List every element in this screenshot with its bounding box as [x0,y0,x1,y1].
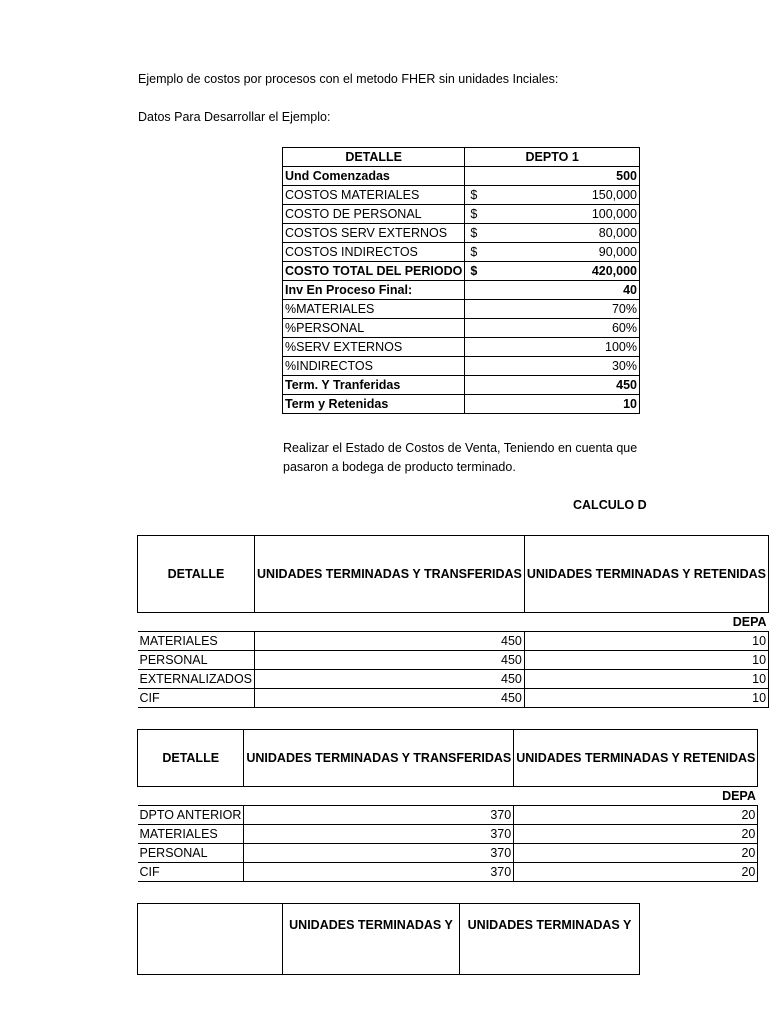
header-transferred: UNIDADES TERMINADAS Y TRANSFERIDAS [244,730,514,787]
currency-symbol: $ [470,188,478,202]
department-row [138,613,769,632]
row-value-cell [465,205,640,224]
data-table-row [283,167,640,186]
header-retained: UNIDADES TERMINADAS Y [460,904,640,975]
transferred-units: 450 [255,670,525,689]
row-value: 60% [611,321,637,335]
row-label: EXTERNALIZADOS [138,670,255,689]
row-label: PERSONAL [138,651,255,670]
header-detalle: DETALLE [138,536,255,613]
department-spacer [138,787,244,806]
department-label: DEPA [514,787,758,806]
row-label: %MATERIALES [283,300,465,319]
row-value: 420,000 [591,264,637,278]
currency-symbol: $ [470,264,478,278]
units-table-row [138,651,769,670]
units-table-header [138,730,758,787]
transferred-units: 370 [244,806,514,825]
currency-symbol: $ [470,245,478,259]
example-title: Ejemplo de costos por procesos con el metodo FHER sin unidades Inciales: [138,72,559,86]
retained-units: 10 [524,689,768,708]
transferred-units: 450 [255,632,525,651]
row-label: MATERIALES [138,632,255,651]
data-table-row [283,300,640,319]
row-value: 150,000 [591,188,637,202]
row-value: 100% [605,340,637,354]
data-table-row [283,395,640,414]
row-value: 40 [623,283,637,297]
retained-units: 20 [514,825,758,844]
row-value-cell [465,357,640,376]
row-value-cell [465,167,640,186]
row-label: Term. Y Tranferidas [283,376,465,395]
units-table-header [138,904,640,975]
row-value-cell [465,376,640,395]
row-label: MATERIALES [138,825,244,844]
row-value-cell [465,338,640,357]
row-value: 70% [611,302,637,316]
units-table-header [138,536,769,613]
data-subtitle: Datos Para Desarrollar el Ejemplo: [138,110,331,124]
row-value: 10 [623,397,637,411]
row-label: %INDIRECTOS [283,357,465,376]
transferred-units: 370 [244,863,514,882]
row-value-cell [465,243,640,262]
row-label: Und Comenzadas [283,167,465,186]
data-table-row [283,319,640,338]
row-label: DPTO ANTERIOR [138,806,244,825]
units-table-row [138,825,758,844]
units-table-partial [137,903,640,975]
header-transferred: UNIDADES TERMINADAS Y [283,904,460,975]
units-table-row [138,632,769,651]
row-value-cell [465,395,640,414]
department-row [138,787,758,806]
retained-units: 10 [524,670,768,689]
department-label: DEPA [524,613,768,632]
row-label: Inv En Proceso Final: [283,281,465,300]
department-spacer [244,787,514,806]
data-table-row [283,376,640,395]
header-depto: DEPTO 1 [465,148,640,167]
data-table [282,147,640,414]
row-value-cell [465,319,640,338]
units-table-row [138,806,758,825]
row-label: COSTOS SERV EXTERNOS [283,224,465,243]
transferred-units: 370 [244,844,514,863]
header-retained: UNIDADES TERMINADAS Y RETENIDAS [514,730,758,787]
data-table-row [283,281,640,300]
retained-units: 20 [514,806,758,825]
data-table-row [283,186,640,205]
retained-units: 20 [514,863,758,882]
row-label: COSTO TOTAL DEL PERIODO [283,262,465,281]
units-table [137,729,758,882]
units-table-row [138,670,769,689]
row-value: 100,000 [591,207,637,221]
data-table-row [283,357,640,376]
data-table-row [283,224,640,243]
instruction-line-2: pasaron a bodega de producto terminado. [283,460,516,474]
row-value-cell [465,281,640,300]
row-label: Term y Retenidas [283,395,465,414]
retained-units: 10 [524,632,768,651]
calculation-heading: CALCULO D [573,498,647,512]
row-label: COSTOS MATERIALES [283,186,465,205]
row-label: CIF [138,863,244,882]
row-value: 90,000 [598,245,637,259]
row-value-cell [465,300,640,319]
row-label: CIF [138,689,255,708]
row-label: COSTO DE PERSONAL [283,205,465,224]
row-value: 500 [616,169,637,183]
data-table-row [283,205,640,224]
units-table-row [138,689,769,708]
department-spacer [255,613,525,632]
units-table [137,535,769,708]
units-table-row [138,844,758,863]
header-transferred: UNIDADES TERMINADAS Y TRANSFERIDAS [255,536,525,613]
retained-units: 20 [514,844,758,863]
row-value: 80,000 [598,226,637,240]
data-table-row [283,262,640,281]
instruction-line-1: Realizar el Estado de Costos de Venta, Teniendo en cuenta que [283,441,638,455]
header-detalle [138,904,283,975]
row-value-cell [465,262,640,281]
row-label: COSTOS INDIRECTOS [283,243,465,262]
retained-units: 10 [524,651,768,670]
transferred-units: 450 [255,651,525,670]
header-retained: UNIDADES TERMINADAS Y RETENIDAS [524,536,768,613]
row-label: %PERSONAL [283,319,465,338]
currency-symbol: $ [470,226,478,240]
units-table-row [138,863,758,882]
header-detalle: DETALLE [283,148,465,167]
header-detalle: DETALLE [138,730,244,787]
data-table-row [283,243,640,262]
row-value-cell [465,224,640,243]
row-value: 450 [616,378,637,392]
data-table-header [283,148,640,167]
transferred-units: 370 [244,825,514,844]
data-table-row [283,338,640,357]
currency-symbol: $ [470,207,478,221]
row-value: 30% [611,359,637,373]
department-spacer [138,613,255,632]
row-value-cell [465,186,640,205]
row-label: PERSONAL [138,844,244,863]
row-label: %SERV EXTERNOS [283,338,465,357]
transferred-units: 450 [255,689,525,708]
